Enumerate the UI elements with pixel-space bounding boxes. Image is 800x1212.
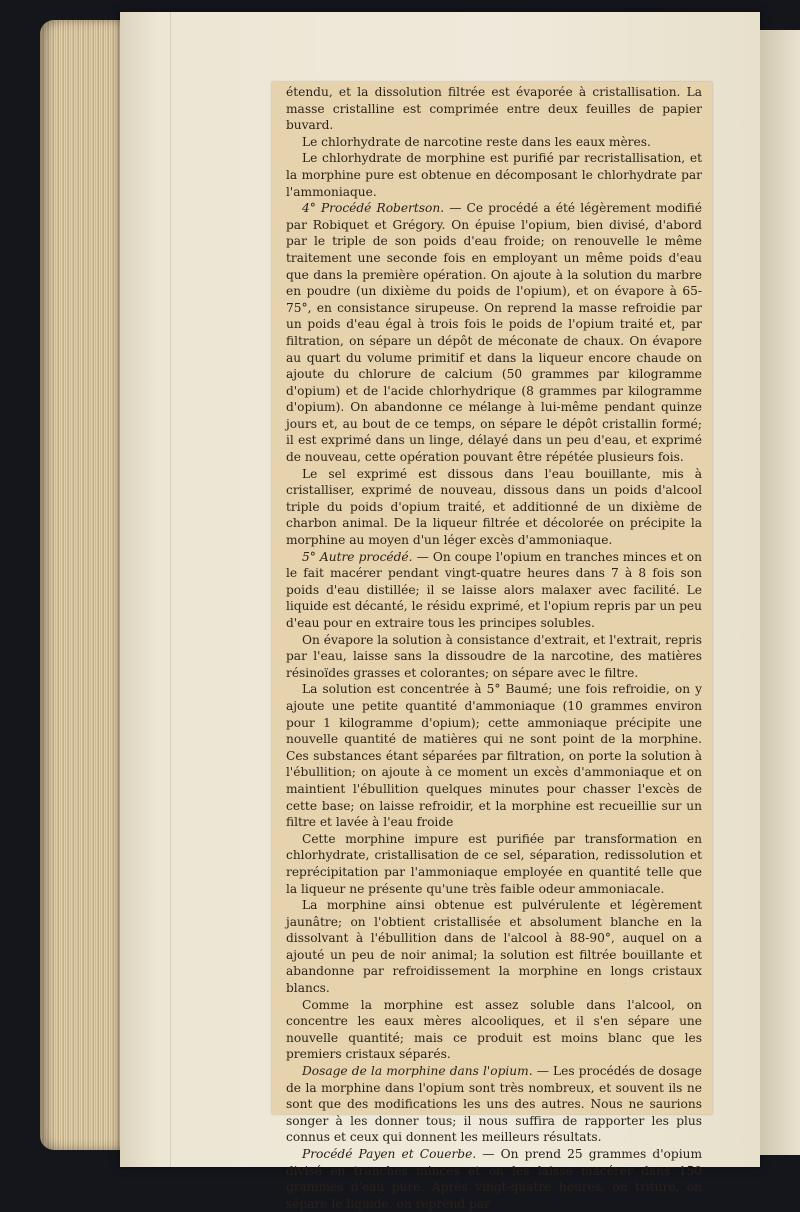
paragraph: étendu, et la dissolution filtrée est évaporée à cristallisation. La masse cristalline est comprimée entre deux feuilles de papier buvard. xyxy=(286,85,702,133)
paragraph: La morphine ainsi obtenue est pulvérulente et légèrement jaunâtre; on l'obtient cristallisée et absolument blanche en la dissolvant à l'ébullition dans de l'alcool à 88-90°, auquel on a ajouté un peu de noir animal; la solution est filtrée bouillante et abandonne par refroidissement la morphine en longs cristaux blancs. xyxy=(286,898,702,996)
pasted-clipping xyxy=(272,82,712,1211)
paragraph: Comme la morphine est assez soluble dans l'alcool, on concentre les eaux mères alcooliques, et il s'en sépare une nouvelle quantité; mais ce produit est moins blanc que les premiers cristaux séparés. xyxy=(286,997,702,1062)
paragraph: On évapore la solution à consistance d'extrait, et l'extrait, repris par l'eau, laisse sans la dissoudre de la narcotine, des matières résinoïdes grasses et colorantes; on sépare avec le filtre. xyxy=(286,632,702,680)
paragraph: Procédé Payen et Couerbe. — On prend 25 grammes d'opium divisé en tranches minces et on les laisse macérer dans 150 grammes d'eau pure. Après vingt-quatre heures, on triture, on sépare le liquide, on reprend par xyxy=(286,1147,702,1211)
section-heading: 5° Autre procédé. xyxy=(302,549,413,564)
paragraph: Le sel exprimé est dissous dans l'eau bouillante, mis à cristalliser, exprimé de nouveau, dissous dans un poids d'alcool triple du poids d'opium traité, et additionné de un dixième de charbon animal. De la liqueur filtrée et décolorée on précipite la morphine au moyen d'un léger excès d'ammoniaque. xyxy=(286,466,702,548)
paragraph: Dosage de la morphine dans l'opium. — Les procédés de dosage de la morphine dans l'opium sont très nombreux, et souvent ils ne sont que des modifications les uns des autres. Nous ne saurions songer à les donner tous; il nous suffira de rapporter les plus connus et ceux qui donnent les meilleurs résultats. xyxy=(286,1064,702,1145)
paragraph: Cette morphine impure est purifiée par transformation en chlorhydrate, cristallisation de ce sel, séparation, redissolution et reprécipitation par l'ammoniaque employée en quantité telle que la liqueur ne présente qu'une très faible odeur ammoniacale. xyxy=(286,831,702,896)
section-heading: 4° Procédé Robertson. xyxy=(302,201,445,216)
paragraph: 4° Procédé Robertson. — Ce procédé a été légèrement modifié par Robiquet et Grégory. On épuise l'opium, bien divisé, d'abord par le triple de son poids d'eau froide; on renouvelle le même traitement une seconde fois en employant un même poids d'eau que dans la première opération. On ajoute à la solution du marbre en poudre (un dixième du poids de l'opium), et on évapore à 65-75°, en consistance sirupeuse. On reprend la masse refroidie par un poids d'eau égal à trois fois le poids de l'opium traité et, par filtration, on sépare un dépôt de méconate de chaux. On évapore au quart du volume primitif et dans la liqueur encore chaude on ajoute du chlorure de calcium (50 grammes par kilogramme d'opium) et de l'acide chlorhydrique (8 grammes par kilogramme d'opium). On abandonne ce mélange à lui-même pendant quinze jours et, au bout de ce temps, on sépare le dépôt cristallin formé; il est exprimé dans un linge, délayé dans un peu d'eau, et exprimé de nouveau, cette opération pouvant être répétée plusieurs fois. xyxy=(286,201,702,465)
paragraph: 5° Autre procédé. — On coupe l'opium en tranches minces et on le fait macérer pendant vingt-quatre heures dans 7 à 8 fois son poids d'eau distillée; il se laisse alors malaxer avec facilité. Le liquide est décanté, le résidu exprimé, et l'opium repris par un peu d'eau pour en extraire tous les principes solubles. xyxy=(286,549,702,630)
page-margin-line xyxy=(170,12,171,1167)
paragraph: La solution est concentrée à 5° Baumé; une fois refroidie, on y ajoute une petite quantité d'ammoniaque (10 grammes environ pour 1 kilogramme d'opium); cette ammoniaque précipite une nouvelle quantité de matières qui ne sont point de la morphine. Ces substances étant séparées par filtration, on porte la solution à l'ébullition; on ajoute à ce moment un excès d'ammoniaque et on maintient l'ébullition quelques minutes pour chasser l'excès de cette base; on laisse refroidir, et la morphine est recueillie sur un filtre et lavée à l'eau froide xyxy=(286,682,702,830)
facing-page-edge xyxy=(760,30,800,1155)
section-heading: Dosage de la morphine dans l'opium. xyxy=(302,1064,533,1079)
paragraph: Le chlorhydrate de narcotine reste dans les eaux mères. xyxy=(302,134,651,149)
paragraph: Le chlorhydrate de morphine est purifié par recristallisation, et la morphine pure est obtenue en décomposant le chlorhydrate par l'ammoniaque. xyxy=(286,151,702,199)
section-heading: Procédé Payen et Couerbe. xyxy=(302,1147,477,1161)
